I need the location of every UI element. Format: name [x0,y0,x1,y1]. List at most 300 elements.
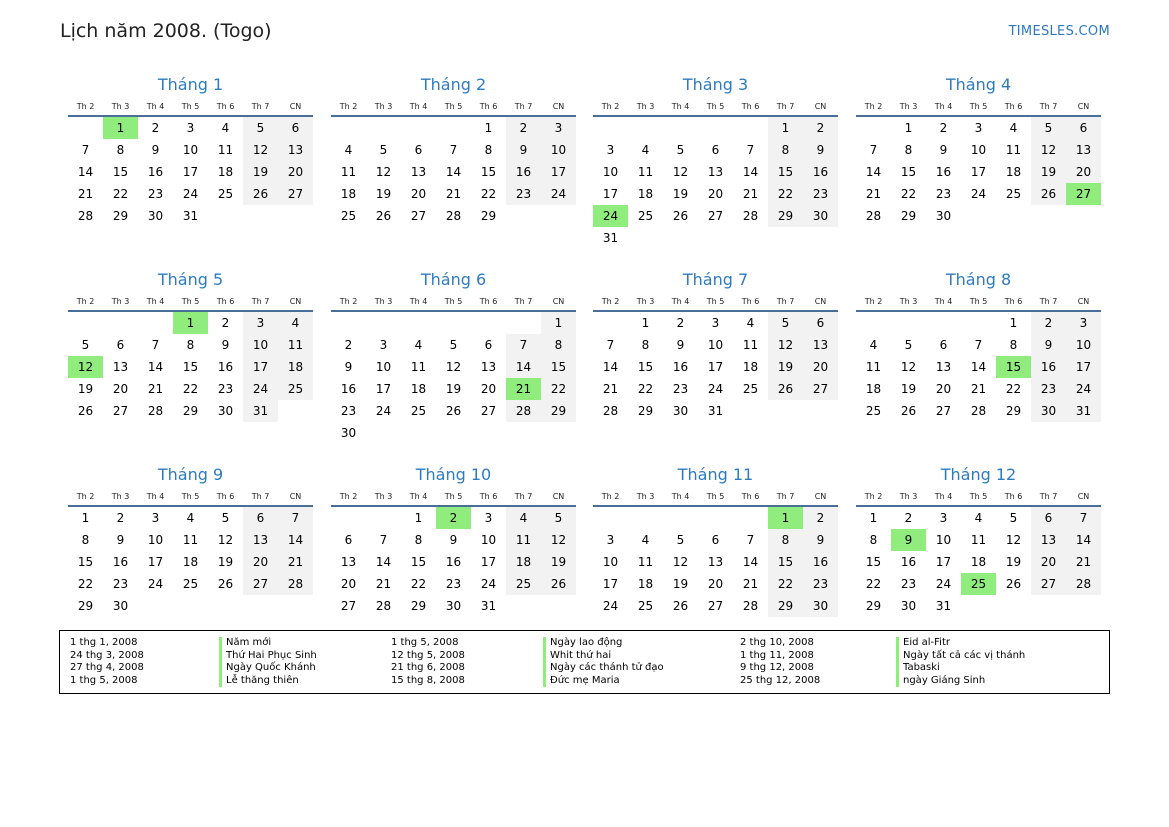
empty-cell [768,400,803,422]
empty-cell [401,422,436,444]
weekday-header: Th 6 [208,487,243,506]
weekday-header: CN [278,292,313,311]
month-calendar [593,270,838,422]
legend-date: 1 thg 5, 2008 [391,637,459,648]
day-cell: 27 [480,404,497,418]
day-cell: 14 [506,356,541,378]
day-cell: 26 [672,599,689,613]
day-cell: 13 [707,555,724,569]
day-cell: 4 [746,316,755,330]
day-cell: 16 [935,165,952,179]
day-cell: 5 [768,311,803,334]
empty-cell [961,311,996,334]
day-cell: 27 [410,209,427,223]
day-cell: 27 [707,209,724,223]
day-cell: 26 [375,209,392,223]
month-table [593,97,838,249]
day-cell: 11 [637,165,654,179]
empty-cell [698,116,733,139]
weekday-header: Th 4 [663,292,698,311]
week-row [593,311,838,334]
empty-cell [331,311,366,334]
day-cell: 15 [768,161,803,183]
day-cell: 18 [970,555,987,569]
legend-holiday-name: Đức mẹ Maria [543,675,664,688]
week-row [856,529,1101,551]
week-row [331,334,576,356]
weekday-header: Th 6 [208,292,243,311]
day-cell: 13 [340,555,357,569]
weekday-header: Th 4 [926,292,961,311]
day-cell: 27 [935,404,952,418]
day-cell: 10 [147,533,164,547]
weekday-header: Th 4 [138,97,173,116]
day-cell: 25 [340,209,357,223]
month-title: Tháng 3 [682,75,749,94]
week-row [856,400,1101,422]
week-row [331,551,576,573]
day-cell: 15 [541,356,576,378]
day-cell: 16 [147,165,164,179]
week-row [856,334,1101,356]
week-row [331,378,576,400]
week-row [331,205,576,227]
day-cell: 2 [116,511,125,525]
day-cell: 29 [112,209,129,223]
empty-cell [366,422,401,444]
day-cell: 29 [637,404,654,418]
empty-cell [803,400,838,422]
day-cell: 28 [77,209,94,223]
day-cell: 16 [900,555,917,569]
week-row [856,573,1101,595]
weekday-header: Th 5 [173,97,208,116]
month-table [593,292,838,422]
day-cell: 7 [869,143,878,157]
day-cell: 5 [541,506,576,529]
weekday-header: Th 4 [138,292,173,311]
week-row [68,529,313,551]
day-cell: 16 [112,555,129,569]
day-cell: 17 [602,577,619,591]
day-cell: 1 [484,121,493,135]
empty-cell [506,595,541,617]
empty-cell [698,506,733,529]
day-cell: 1 [869,511,878,525]
weekday-header: Th 5 [698,97,733,116]
day-cell: 10 [243,334,278,356]
day-cell: 27 [1031,573,1066,595]
day-cell: 19 [541,551,576,573]
week-row [856,311,1101,334]
week-row [593,506,838,529]
day-cell: 15 [182,360,199,374]
legend-col-1-dates [70,637,144,687]
day-cell: 28 [147,404,164,418]
day-cell: 25 [742,382,759,396]
day-cell: 10 [707,338,724,352]
day-cell: 18 [410,382,427,396]
day-cell: 25 [865,404,882,418]
weekday-header: Th 7 [506,97,541,116]
weekday-header: Th 4 [663,487,698,506]
day-cell: 20 [803,356,838,378]
day-cell: 23 [217,382,234,396]
day-cell: 3 [151,511,160,525]
day-cell: 21 [742,577,759,591]
empty-cell [278,400,313,422]
day-cell: 25 [637,599,654,613]
day-cell: 10 [970,143,987,157]
day-cell: 11 [865,360,882,374]
day-cell: 15 [77,555,94,569]
day-cell: 1 [768,116,803,139]
day-cell: 28 [742,599,759,613]
day-cell: 18 [182,555,199,569]
day-cell: 9 [151,143,160,157]
day-cell: 5 [904,338,913,352]
day-cell: 10 [1066,334,1101,356]
day-cell: 18 [1005,165,1022,179]
weekday-header: Th 5 [961,292,996,311]
weekday-header: CN [803,292,838,311]
legend-holiday-name: Năm mới [219,637,317,650]
day-cell: 14 [742,555,759,569]
day-cell: 4 [869,338,878,352]
day-cell: 26 [900,404,917,418]
weekday-header: Th 6 [471,487,506,506]
empty-cell [471,311,506,334]
day-cell: 4 [641,143,650,157]
weekday-header: Th 4 [138,487,173,506]
day-cell: 24 [541,183,576,205]
weekday-header: Th 2 [68,292,103,311]
month-title: Tháng 4 [945,75,1012,94]
day-cell: 2 [506,116,541,139]
empty-cell [436,116,471,139]
month-calendar [331,465,576,617]
week-row [331,422,576,444]
day-cell: 23 [506,183,541,205]
day-cell: 20 [707,187,724,201]
weekday-header: Th 6 [996,487,1031,506]
day-cell: 1 [904,121,913,135]
day-cell: 23 [803,183,838,205]
day-cell: 12 [217,533,234,547]
month-title: Tháng 2 [420,75,487,94]
weekday-header: Th 2 [856,292,891,311]
week-row [593,529,838,551]
day-cell: 22 [410,577,427,591]
weekday-header: CN [803,97,838,116]
empty-cell [628,227,663,249]
day-cell: 16 [217,360,234,374]
day-cell: 11 [217,143,234,157]
week-row [856,551,1101,573]
week-row [331,311,576,334]
day-cell: 19 [77,382,94,396]
month-calendar [856,75,1101,227]
day-cell: 4 [974,511,983,525]
day-cell: 2 [939,121,948,135]
day-cell: 16 [506,161,541,183]
empty-cell [541,595,576,617]
day-cell: 6 [243,506,278,529]
day-cell: 29 [768,205,803,227]
day-cell: 18 [278,356,313,378]
day-cell: 21 [742,187,759,201]
day-cell: 19 [217,555,234,569]
weekday-header: Th 5 [436,97,471,116]
day-cell: 12 [1031,139,1066,161]
week-row [593,378,838,400]
day-cell: 13 [935,360,952,374]
day-cell: 29 [1005,404,1022,418]
empty-cell [68,311,103,334]
empty-cell [961,205,996,227]
week-row [331,573,576,595]
month-calendar [331,270,576,444]
day-cell: 4 [344,143,353,157]
day-cell: 8 [869,533,878,547]
day-cell: 4 [641,533,650,547]
weekday-header: Th 7 [243,487,278,506]
day-cell: 19 [672,187,689,201]
day-cell: 2 [904,511,913,525]
day-cell: 2 [676,316,685,330]
week-row [331,356,576,378]
empty-cell [1066,205,1101,227]
legend-holiday-name: ngày Giáng Sinh [896,675,1025,688]
day-cell: 10 [480,533,497,547]
empty-cell [208,595,243,617]
day-cell: 12 [375,165,392,179]
week-row [68,595,313,617]
legend-holiday-name: Thứ Hai Phục Sinh [219,650,317,663]
empty-cell [506,422,541,444]
day-cell: 18 [742,360,759,374]
day-cell: 28 [445,209,462,223]
empty-cell [506,311,541,334]
day-cell: 13 [1066,139,1101,161]
empty-cell [663,116,698,139]
day-cell: 14 [970,360,987,374]
day-cell: 18 [637,187,654,201]
day-cell: 25 [410,404,427,418]
day-cell: 4 [1009,121,1018,135]
weekday-header: Th 2 [856,97,891,116]
day-cell: 3 [484,511,493,525]
day-cell: 24 [243,378,278,400]
week-row [331,400,576,422]
day-cell: 11 [410,360,427,374]
empty-cell [996,595,1031,617]
empty-cell [593,311,628,334]
week-row [856,595,1101,617]
empty-cell [278,595,313,617]
day-cell: 10 [182,143,199,157]
legend-holiday-name: Ngày tất cả các vị thánh [896,650,1025,663]
month-table [331,292,576,444]
day-cell: 19 [445,382,462,396]
day-cell: 6 [939,338,948,352]
week-row [68,139,313,161]
day-cell: 21 [602,382,619,396]
day-cell: 5 [676,533,685,547]
week-row [68,311,313,334]
month-title: Tháng 11 [677,465,754,484]
week-row [68,356,313,378]
day-cell: 17 [970,165,987,179]
day-cell: 21 [77,187,94,201]
day-cell: 12 [445,360,462,374]
day-cell: 17 [707,360,724,374]
day-cell: 1 [641,316,650,330]
day-cell: 20 [480,382,497,396]
week-row [593,227,838,249]
day-cell: 24 [935,577,952,591]
legend-date: 2 thg 10, 2008 [740,637,814,648]
day-cell: 7 [278,506,313,529]
legend-date: 1 thg 11, 2008 [740,649,814,661]
empty-cell [401,311,436,334]
day-cell: 5 [243,116,278,139]
empty-cell [856,116,891,139]
day-cell: 22 [182,382,199,396]
week-row [856,205,1101,227]
day-cell: 7 [606,338,615,352]
day-cell: 4 [278,311,313,334]
week-row [331,161,576,183]
empty-cell [208,205,243,227]
day-cell: 22 [637,382,654,396]
month-table [331,487,576,617]
day-cell: 8 [768,529,803,551]
empty-cell [593,506,628,529]
day-cell: 22 [1005,382,1022,396]
day-cell: 3 [711,316,720,330]
month-table [856,487,1101,617]
day-cell: 22 [480,187,497,201]
legend-holiday-name: Lễ thăng thiên [219,675,317,688]
week-row [593,573,838,595]
day-cell: 15 [410,555,427,569]
weekday-header: Th 2 [593,487,628,506]
legend-date: 24 thg 3, 2008 [70,649,144,661]
day-cell: 26 [217,577,234,591]
week-row [593,116,838,139]
day-cell: 27 [707,599,724,613]
day-cell: 3 [974,121,983,135]
day-cell: 12 [900,360,917,374]
day-cell: 14 [445,165,462,179]
weekday-header: CN [1066,292,1101,311]
day-cell: 8 [904,143,913,157]
day-cell: 10 [602,165,619,179]
day-cell: 2 [151,121,160,135]
week-row [68,183,313,205]
weekday-header: Th 4 [663,97,698,116]
day-cell: 15 [480,165,497,179]
day-cell: 14 [147,360,164,374]
legend-date: 25 thg 12, 2008 [740,674,821,686]
day-cell: 28 [602,404,619,418]
day-cell: 29 [182,404,199,418]
day-cell: 20 [243,551,278,573]
day-cell: 23 [112,577,129,591]
day-cell: 7 [746,533,755,547]
day-cell: 27 [112,404,129,418]
weekday-header: CN [278,97,313,116]
day-cell: 18 [217,165,234,179]
day-cell: 27 [243,573,278,595]
weekday-header: Th 2 [331,292,366,311]
day-cell: 9 [939,143,948,157]
day-cell: 12 [672,165,689,179]
day-cell: 18 [637,577,654,591]
week-row [593,334,838,356]
weekday-header: Th 4 [401,487,436,506]
day-cell: 25 [637,209,654,223]
weekday-header: CN [541,292,576,311]
legend-holiday-name: Whit thứ hai [543,650,664,663]
day-cell: 4 [414,338,423,352]
empty-cell [436,311,471,334]
site-link[interactable]: TIMESLES.COM [1008,24,1110,39]
day-cell: 1 [173,311,208,334]
day-cell: 14 [77,165,94,179]
week-row [68,334,313,356]
legend-col-3-dates [740,637,820,687]
day-cell: 30 [217,404,234,418]
day-cell: 14 [602,360,619,374]
day-cell: 20 [410,187,427,201]
day-cell: 1 [768,506,803,529]
day-cell: 24 [707,382,724,396]
weekday-header: Th 4 [401,292,436,311]
weekday-header: Th 5 [961,487,996,506]
day-cell: 22 [768,573,803,595]
day-cell: 11 [182,533,199,547]
day-cell: 27 [1066,183,1101,205]
weekday-header: Th 5 [698,292,733,311]
month-calendar [593,75,838,249]
day-cell: 2 [803,116,838,139]
legend-holiday-name: Ngày Quốc Khánh [219,662,317,675]
day-cell: 30 [445,599,462,613]
day-cell: 6 [1066,116,1101,139]
day-cell: 14 [865,165,882,179]
week-row [68,161,313,183]
day-cell: 3 [186,121,195,135]
day-cell: 29 [541,400,576,422]
weekday-header: Th 3 [891,292,926,311]
day-cell: 30 [803,205,838,227]
week-row [68,205,313,227]
day-cell: 20 [1031,551,1066,573]
day-cell: 9 [676,338,685,352]
weekday-header: Th 4 [926,487,961,506]
weekday-header: CN [541,487,576,506]
weekday-header: Th 6 [208,97,243,116]
day-cell: 17 [480,555,497,569]
weekday-header: Th 4 [926,97,961,116]
weekday-header: Th 7 [506,487,541,506]
day-cell: 23 [147,187,164,201]
week-row [331,139,576,161]
legend-holiday-name: Tabaski [896,662,1025,675]
day-cell: 21 [147,382,164,396]
